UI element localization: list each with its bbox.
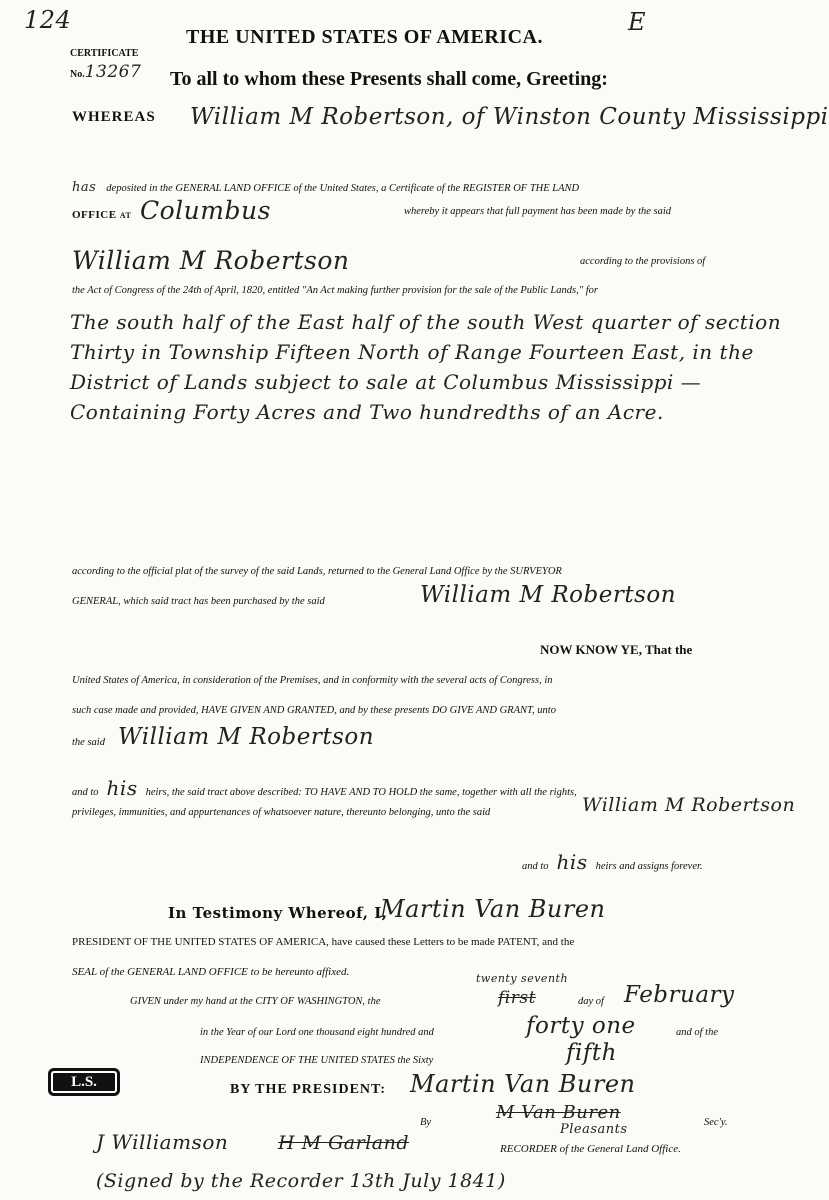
granted-to-name: William M Robertson bbox=[118, 724, 375, 750]
heirs-line: and to his heirs, the said tract above described: TO HAVE AND TO HOLD the same, together with all the rights, bbox=[72, 776, 577, 800]
plat-line: according to the official plat of the survey of the said Lands, returned to the General Land Office by the SURVEYOR bbox=[72, 566, 562, 577]
president-name: Martin Van Buren bbox=[380, 895, 606, 923]
secretary-signature: M Van Buren bbox=[496, 1102, 621, 1123]
land-description-line-4: Containing Forty Acres and Two hundredths of an Acre. bbox=[70, 400, 664, 424]
by-president-label: BY THE PRESIDENT: bbox=[230, 1082, 386, 1097]
document-title: THE UNITED STATES OF AMERICA. bbox=[186, 26, 543, 48]
greeting: To all to whom these Presents shall come, Greeting: bbox=[170, 68, 608, 90]
land-description-line-2: Thirty in Township Fifteen North of Range Fourteen East, in the bbox=[70, 340, 754, 364]
privileges-name: William M Robertson bbox=[582, 794, 796, 816]
year-written: forty one bbox=[526, 1013, 636, 1039]
purchaser-name: William M Robertson bbox=[420, 582, 677, 608]
office-place: Columbus bbox=[140, 196, 271, 225]
and-of-label: and of the bbox=[676, 1027, 718, 1038]
certificate-number: No.13267 bbox=[70, 62, 142, 82]
whereas-label: WHEREAS bbox=[72, 109, 156, 125]
day-correction: twenty seventh bbox=[476, 972, 569, 985]
secretary-signature-2: Pleasants bbox=[560, 1122, 628, 1137]
given-line: GIVEN under my hand at the CITY OF WASHINGTON, the bbox=[130, 996, 381, 1007]
secy-label: Sec'y. bbox=[704, 1117, 728, 1128]
testimony-heading: In Testimony Whereof, I, bbox=[168, 904, 388, 922]
independence-year: fifth bbox=[566, 1040, 617, 1066]
seal-badge: L.S. bbox=[48, 1068, 120, 1096]
president-line: PRESIDENT OF THE UNITED STATES OF AMERICA, have caused these Letters to be made PATENT, and the bbox=[72, 936, 575, 948]
seal-line: SEAL of the GENERAL LAND OFFICE to be hereunto affixed. bbox=[72, 966, 350, 978]
payment-text: whereby it appears that full payment has been made by the said bbox=[404, 206, 672, 217]
according-provisions: according to the provisions of bbox=[580, 256, 706, 267]
act-line: the Act of Congress of the 24th of April, 1820, entitled "An Act making further provision for the sale of the Public Lands," for bbox=[72, 285, 599, 296]
recorder-label: RECORDER of the General Land Office. bbox=[500, 1143, 681, 1155]
general-line: GENERAL, which said tract has been purchased by the said bbox=[72, 596, 325, 607]
by-label: By bbox=[420, 1117, 432, 1128]
office-at-label: OFFICE at bbox=[72, 209, 132, 221]
recorder-struck-signature: H M Garland bbox=[278, 1132, 409, 1154]
year-line: in the Year of our Lord one thousand eight hundred and bbox=[200, 1027, 434, 1038]
land-description-line-3: District of Lands subject to sale at Columbus Mississippi — bbox=[70, 370, 702, 394]
paid-by-name: William M Robertson bbox=[72, 246, 350, 275]
recorder-signature: J Williamson bbox=[96, 1130, 229, 1154]
deposit-line: has deposited in the GENERAL LAND OFFICE of the United States, a Certificate of the REGISTER OF THE LAND bbox=[72, 180, 580, 195]
the-said-label: the said bbox=[72, 737, 105, 748]
given-granted-line: such case made and provided, HAVE GIVEN AND GRANTED, and by these presents DO GIVE AND GRANT, unto bbox=[72, 705, 556, 716]
certificate-label: CERTIFICATE bbox=[70, 48, 139, 59]
grantee-name-line: William M Robertson, of Winston County Mississippi bbox=[190, 104, 829, 130]
usa-consideration-line: United States of America, in consideration of the Premises, and in conformity with the several acts of Congress, in bbox=[72, 675, 553, 686]
land-description-line-1: The south half of the East half of the south West quarter of section bbox=[70, 310, 782, 334]
day-struck: first bbox=[498, 988, 536, 1008]
day-of-label: day of bbox=[578, 996, 604, 1007]
assigns-line: and to his heirs and assigns forever. bbox=[522, 850, 703, 874]
recorded-note: (Signed by the Recorder 13th July 1841) bbox=[96, 1170, 506, 1192]
now-know-ye: NOW KNOW YE, That the bbox=[540, 642, 693, 657]
president-signature: Martin Van Buren bbox=[410, 1070, 636, 1098]
independence-line: INDEPENDENCE OF THE UNITED STATES the Sixty bbox=[200, 1055, 434, 1066]
margin-note-letter: E bbox=[628, 8, 647, 36]
margin-note-number: 124 bbox=[24, 6, 72, 34]
privileges-line: privileges, immunities, and appurtenances of whatsoever nature, thereunto belonging, unto the said bbox=[72, 807, 491, 818]
month: February bbox=[624, 982, 735, 1008]
